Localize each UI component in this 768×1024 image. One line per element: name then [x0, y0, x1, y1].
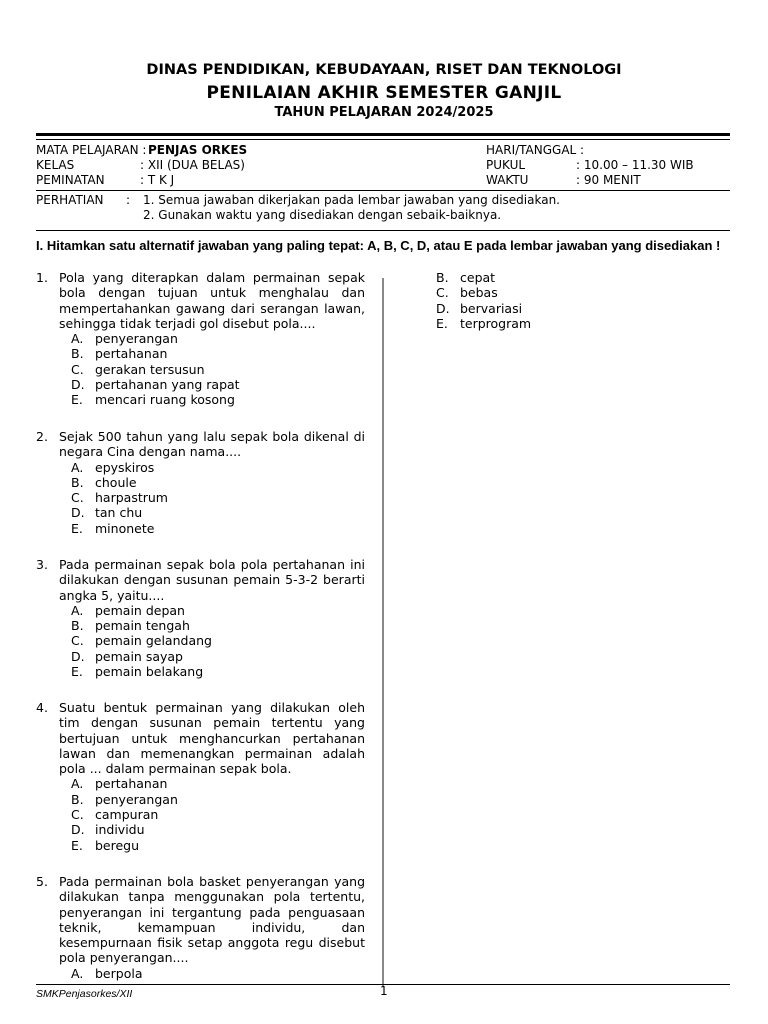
option-e: E. mencari ruang kosong [71, 392, 235, 408]
question-number: 2. [36, 429, 48, 444]
option-e: E. beregu [71, 837, 140, 853]
option-d: D. tan chu [71, 505, 143, 521]
column-divider [382, 278, 384, 986]
option-c: C. harpastrum [71, 490, 168, 506]
option-c: C. campuran [71, 807, 159, 823]
subject-value: PENJAS ORKES [148, 143, 248, 157]
notice-rule [36, 230, 730, 231]
option-a: A. pertahanan [71, 776, 168, 792]
option-b: B. cepat [436, 270, 496, 285]
option-b: B. pemain tengah [71, 618, 190, 634]
question-number: 4. [36, 700, 48, 715]
time-label: PUKUL [486, 158, 526, 172]
option-b: B. pertahanan [71, 346, 168, 362]
subject-label: MATA PELAJARAN : [36, 143, 147, 157]
duration-label: WAKTU [486, 173, 529, 187]
option-a: A. berpola [71, 965, 143, 981]
exam-title: PENILAIAN AKHIR SEMESTER GANJIL [206, 83, 562, 103]
time-value: : 10.00 – 11.30 WIB [576, 158, 694, 172]
class-value: : XII (DUA BELAS) [140, 158, 245, 172]
option-e: E. terprogram [436, 315, 532, 331]
academic-year: TAHUN PELAJARAN 2024/2025 [274, 105, 494, 120]
question-5 [36, 874, 365, 981]
major-value: : T K J [140, 173, 175, 187]
question-3 [36, 557, 365, 679]
question-1 [36, 270, 365, 408]
question-number: 5. [36, 874, 48, 889]
duration-value: : 90 MENIT [576, 173, 641, 187]
notice-item-2: 2. Gunakan waktu yang disediakan dengan sebaik-baiknya. [143, 208, 502, 222]
question-text: Pada permainan bola basket penyerangan yang dilakukan tanpa menggunakan pola tertentu, penyerangan ini tergantung pada penguasaan teknik, kemampuan individu, dan kesempurnaan fisik setap anggota regu disebut pola penyerangan.... [59, 874, 365, 966]
question-text: Suatu bentuk permainan yang dilakukan oleh tim dengan susunan pemain tertentu yang bertujuan untuk menghancurkan pertahanan lawan dan memenangkan permainan adalah pola ... dalam permainan sepak bola. [59, 700, 365, 777]
option-b: B. choule [71, 474, 137, 490]
option-d: D. pertahanan yang rapat [71, 377, 240, 393]
option-d: D. pemain sayap [71, 648, 183, 664]
agency-heading: DINAS PENDIDIKAN, KEBUDAYAAN, RISET DAN TEKNOLOGI [146, 62, 622, 78]
option-c: C. gerakan tersusun [71, 361, 205, 377]
option-e: E. pemain belakang [71, 664, 204, 680]
option-d: D. individu [71, 822, 145, 838]
question-number: 1. [36, 270, 48, 285]
notice-item-1: 1. Semua jawaban dikerjakan pada lembar jawaban yang disediakan. [143, 193, 560, 207]
question-text: Sejak 500 tahun yang lalu sepak bola dikenal di negara Cina dengan nama.... [59, 429, 365, 460]
day-label: HARI/TANGGAL : [486, 143, 585, 157]
header-rule-thin [36, 139, 730, 140]
question-2 [36, 429, 365, 536]
class-label: KELAS [36, 158, 75, 172]
option-c: C. pemain gelandang [71, 633, 212, 649]
question-number: 3. [36, 557, 48, 572]
option-a: A. epyskiros [71, 459, 155, 475]
option-d: D. bervariasi [436, 300, 523, 316]
option-a: A. penyerangan [71, 331, 178, 347]
page-number: 1 [380, 984, 388, 998]
info-rule [36, 190, 730, 191]
notice-colon: : [126, 193, 131, 207]
option-e: E. minonete [71, 520, 155, 536]
notice-label: PERHATIAN [36, 193, 104, 207]
continued-options [436, 270, 531, 331]
question-text: Pada permainan sepak bola pola pertahanan ini dilakukan dengan susunan pemain 5-3-2 berarti angka 5, yaitu.... [59, 557, 365, 603]
header-rule-thick [36, 133, 730, 136]
option-a: A. pemain depan [71, 602, 185, 618]
question-4 [36, 700, 365, 853]
footer-code: SMKPenjasorkes/XII [36, 988, 133, 1000]
exam-info [0, 143, 768, 191]
option-c: C. bebas [436, 285, 498, 301]
option-b: B. penyerangan [71, 791, 178, 807]
major-label: PEMINATAN [36, 173, 105, 187]
question-text: Pola yang diterapkan dalam permainan sepak bola dengan tujuan untuk menghalau dan mempertahankan gawang dari serangan lawan, sehingga tidak terjadi gol disebut pola.... [59, 270, 365, 331]
section-instruction: I. Hitamkan satu alternatif jawaban yang paling tepat: A, B, C, D, atau E pada lembar jawaban yang disediakan ! [36, 238, 721, 253]
